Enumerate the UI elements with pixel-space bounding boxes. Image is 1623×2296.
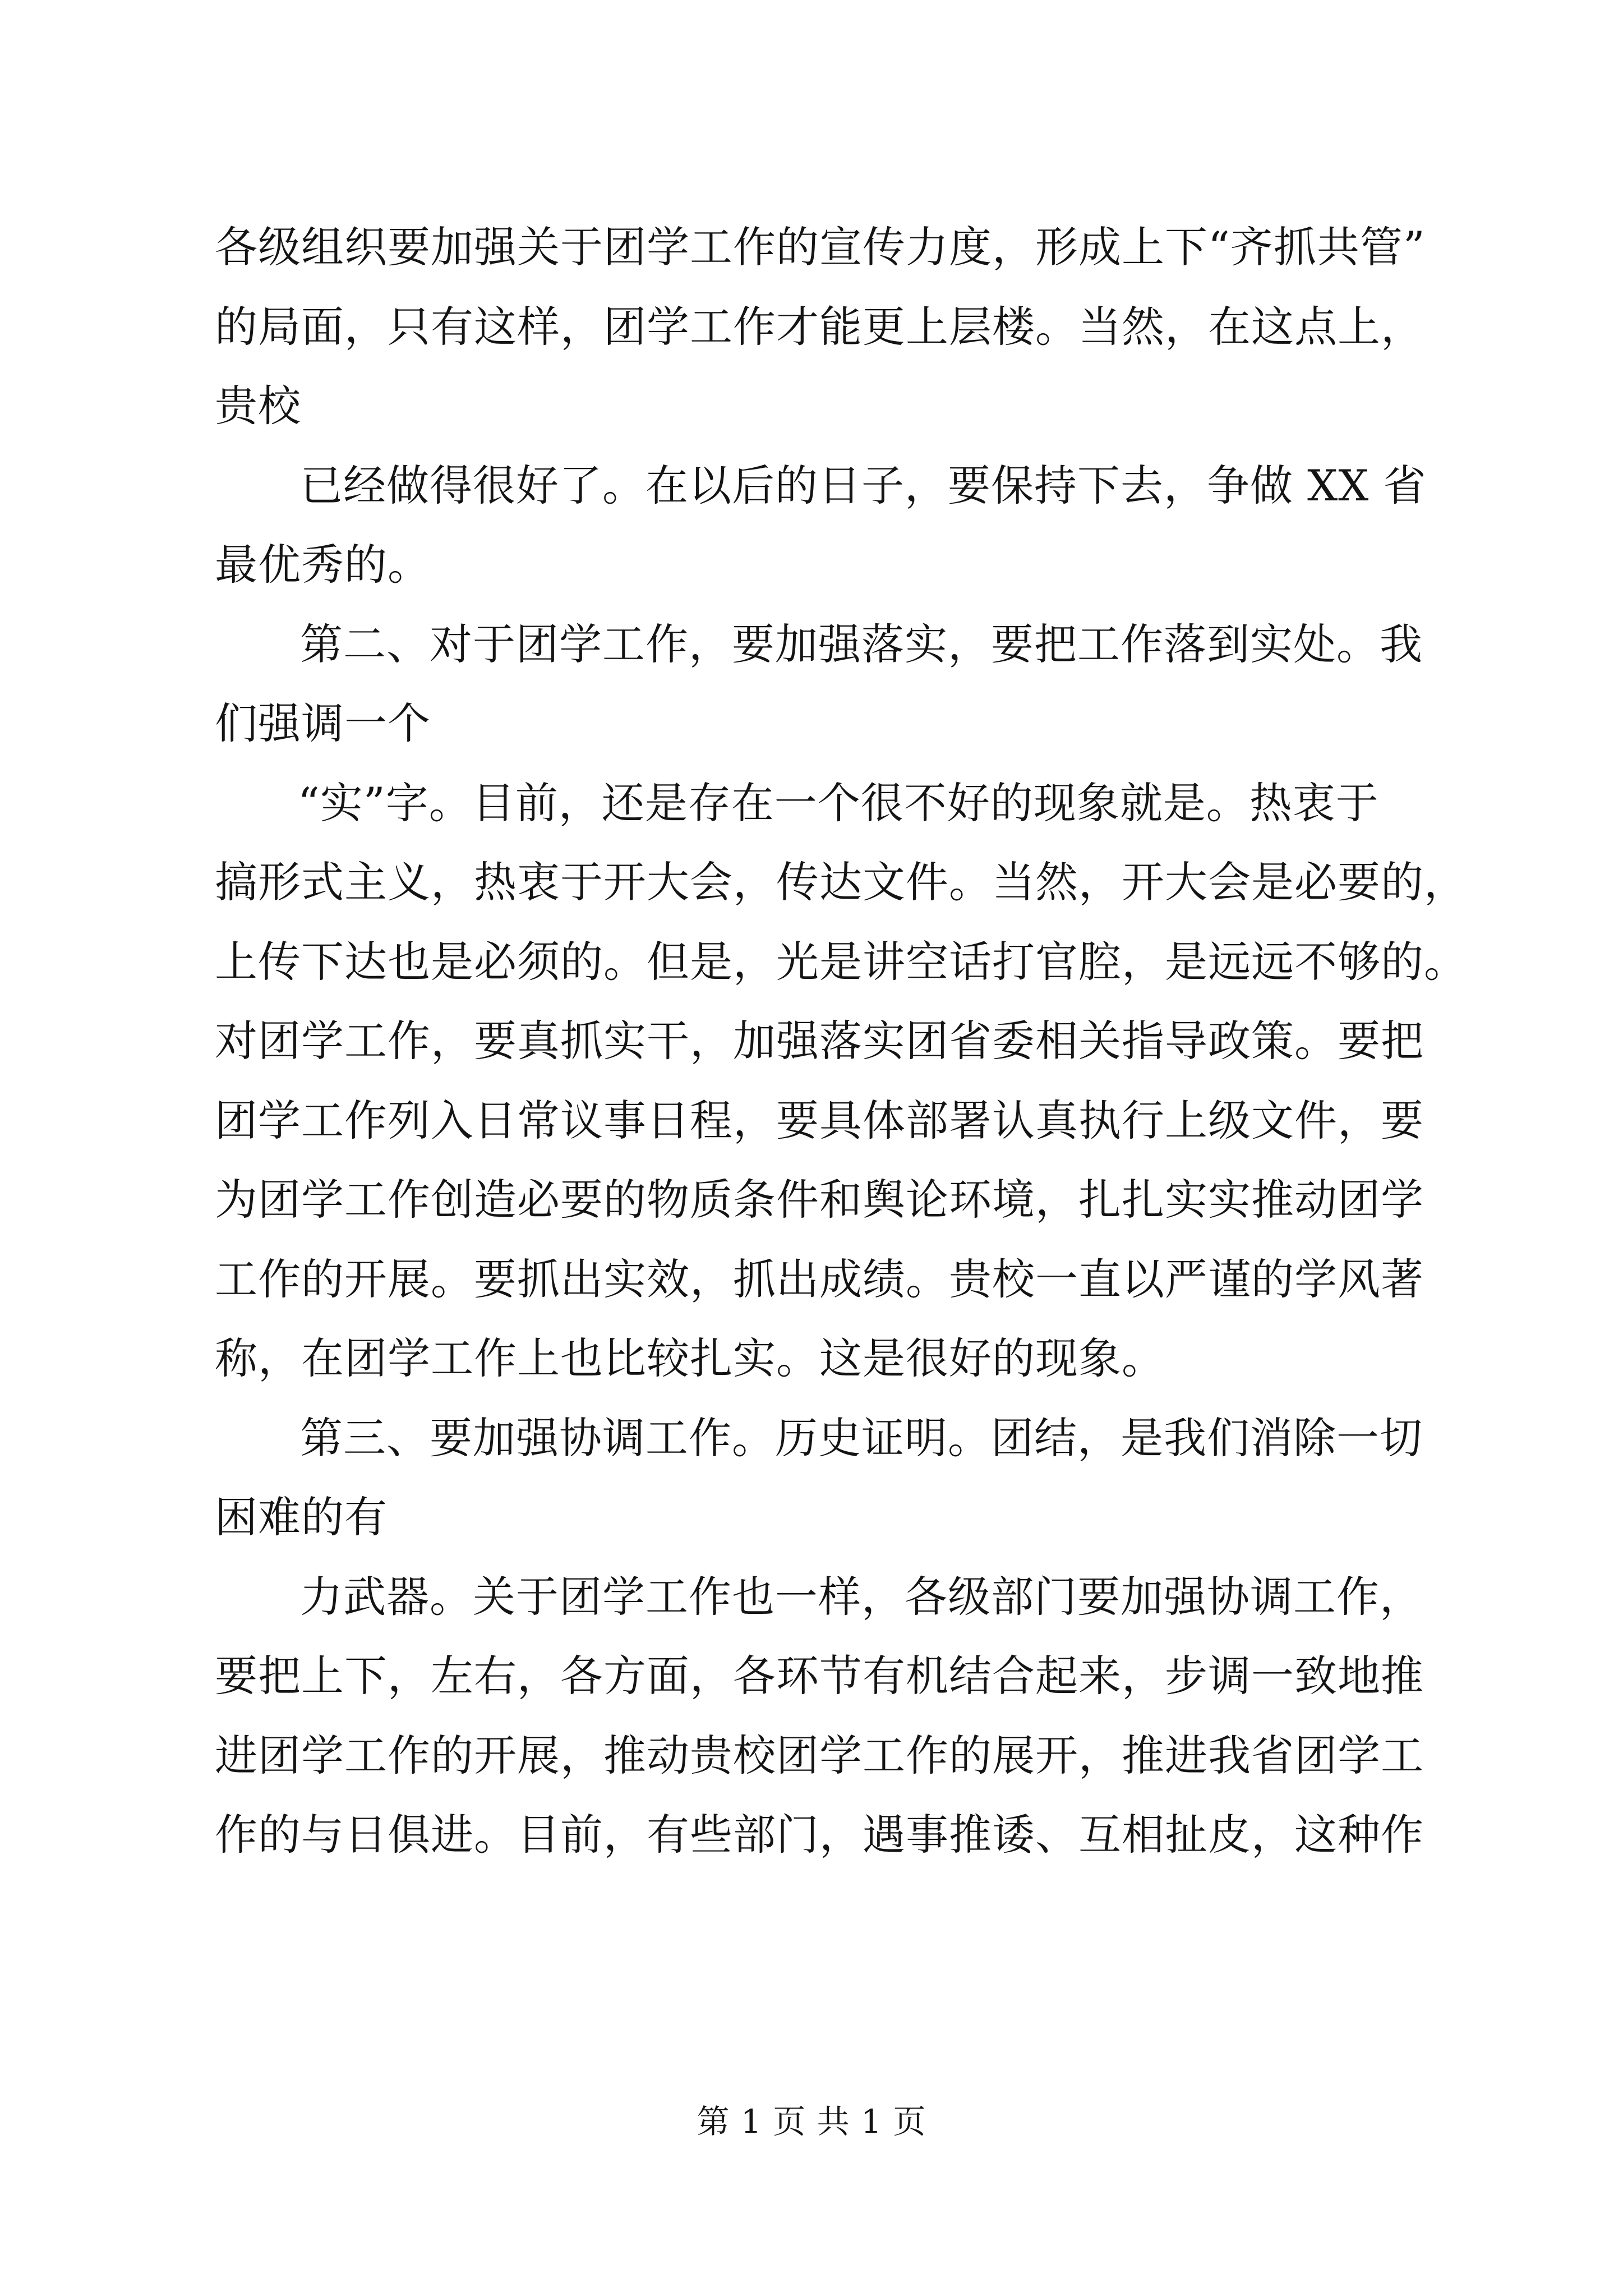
text-line-4: 已经做得很好了。在以后的日子，要保持下去，争做 XX 省 [300, 460, 1427, 510]
text-line-16: 第三、要加强协调工作。历史证明。团结，是我们消除一切 [300, 1412, 1423, 1463]
text-line-8: “实”字。目前，还是存在一个很不好的现象就是。热衷于 [298, 777, 1379, 828]
text-line-14: 工作的开展。要抓出实效，抓出成绩。贵校一直以严谨的学风著 [215, 1254, 1424, 1304]
text-line-1: 各级组织要加强关于团学工作的宣传力度，形成上下“齐抓共管” [215, 222, 1426, 272]
text-line-9: 搞形式主义，热衷于开大会，传达文件。当然，开大会是必要的， [215, 857, 1467, 907]
text-line-19: 要把上下，左右，各方面，各环节有机结合起来，步调一致地推 [215, 1651, 1424, 1701]
text-line-12: 团学工作列入日常议事日程，要具体部署认真执行上级文件，要 [215, 1095, 1424, 1145]
text-line-20: 进团学工作的开展，推动贵校团学工作的展开，推进我省团学工 [215, 1730, 1424, 1780]
text-line-13: 为团学工作创造必要的物质条件和舆论环境，扎扎实实推动团学 [215, 1175, 1424, 1225]
text-line-6: 第二、对于团学工作，要加强落实，要把工作落到实处。我 [300, 619, 1423, 669]
text-line-18: 力武器。关于团学工作也一样，各级部门要加强协调工作， [300, 1571, 1423, 1622]
text-line-11: 对团学工作，要真抓实干，加强落实团省委相关指导政策。要把 [215, 1016, 1424, 1066]
text-line-15: 称，在团学工作上也比较扎实。这是很好的现象。 [215, 1333, 1165, 1383]
text-line-17: 困难的有 [215, 1492, 388, 1542]
document-body [215, 208, 1467, 1875]
text-line-10: 上传下达也是必须的。但是，光是讲空话打官腔，是远远不够的。 [215, 936, 1467, 987]
text-line-5: 最优秀的。 [215, 540, 431, 590]
text-line-2: 的局面，只有这样，团学工作才能更上层楼。当然，在这点上， [215, 301, 1424, 352]
text-line-21: 作的与日俱进。目前，有些部门，遇事推诿、互相扯皮，这种作 [215, 1810, 1424, 1860]
page-number-footer: 第 1 页 共 1 页 [697, 2102, 926, 2141]
text-line-7: 们强调一个 [215, 698, 431, 748]
text-line-3: 贵校 [215, 381, 301, 431]
